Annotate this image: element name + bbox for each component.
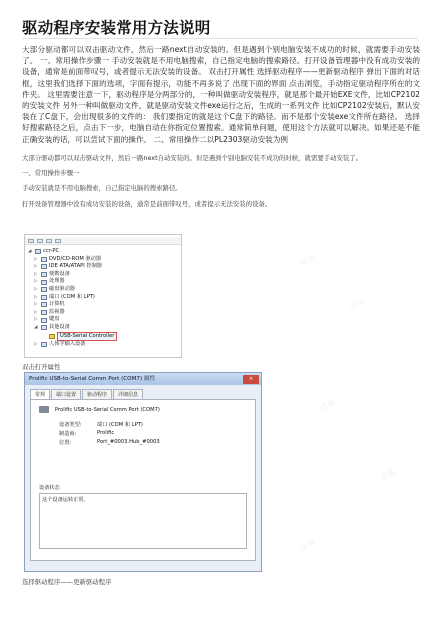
tree-item[interactable]	[28, 332, 178, 342]
tree-item-label: IDE ATA/ATAPI 控制器	[49, 263, 102, 270]
device-category-icon	[41, 318, 47, 323]
watermark: 试读	[299, 252, 317, 268]
expand-arrow-icon: ▷	[34, 302, 38, 308]
device-category-icon	[41, 310, 47, 315]
type-label: 设备类型:	[59, 422, 82, 428]
location-label: 位置:	[59, 440, 72, 446]
tree-item[interactable]	[28, 301, 178, 309]
tree-item-label: 便携设备	[49, 270, 70, 277]
status-label: 设备状态	[39, 485, 60, 491]
dialog-tabs	[25, 385, 261, 399]
tree-item[interactable]	[28, 286, 178, 294]
watermark: 试读	[379, 467, 397, 483]
expand-arrow-icon: ▷	[34, 317, 38, 323]
caption-properties: 双击打开属性	[22, 363, 61, 371]
device-category-icon	[41, 325, 47, 330]
device-category-icon	[41, 302, 47, 307]
warning-device-icon	[49, 334, 55, 339]
location-value: Port_#0003.Hub_#0003	[97, 439, 160, 445]
watermark: 试读	[349, 297, 367, 313]
tree-item-label: 键盘	[49, 316, 60, 323]
device-category-icon	[41, 272, 47, 277]
title-divider	[22, 38, 418, 39]
expand-arrow-icon: ▷	[34, 279, 38, 285]
dialog-body	[30, 399, 256, 561]
tree-item[interactable]	[28, 278, 178, 286]
tree-item-label: 其他设备	[49, 323, 70, 330]
expand-arrow-icon: ▷	[34, 294, 38, 300]
dialog-tab[interactable]: 常规	[30, 389, 50, 399]
device-status-group	[39, 484, 247, 549]
close-button[interactable]: ×	[243, 375, 259, 384]
device-category-icon	[41, 287, 47, 292]
paragraph-intro: 大部分驱动都可以双击驱动文件，然后一路next自动安装的。但是遇到个别电脑安装不成功的时候，就需要手动安装了。	[22, 154, 363, 162]
expand-arrow-icon: ▷	[34, 264, 38, 270]
lead-paragraph: 大部分驱动都可以双击驱动文件，然后一路next自动安装的。但是遇到个别电脑安装不成功的时候，就需要手动安装了。 一、常用操作步骤一 手动安装就是不用电脑搜索，自己指定电脑的搜索路径。打开设备管理器中没有成功安装的设备，通常是前面带叹号，或者提示无法安装的设备。 双击打开属性 选择驱动程序——更新驱动程序 弹出下面的对话框，这里我们选择下面的选项，字面有提示，功能不再多说了 出现下面的界面 点击浏览，手动指定驱动程序所在的文件夹。 这里需要注意一下，驱动程序是分两部分的，一种叫做驱动安装程序，就是那个最开始EXE文件，比如CP2102的安装文件 另外一种叫做驱动文件，就是驱动安装文件exe运行之后，生成的一系列文件 比如CP2102安装后，默认安装在了C盘下，会出现很多的文件的： 我们要指定的就是这个C盘下的路径。而不是那个安装exe文件所在路径。 选择好搜索路径之后，点击下一步，电脑自动在你指定位置搜索。通常简单问题，使用这个方法就可以解决。如果还是不能正确安装的话，可以尝试下面的操作。 二、常用操作二以PL2303驱动安装为例	[22, 45, 420, 144]
tree-item[interactable]	[28, 263, 178, 271]
dialog-tab[interactable]: 驱动程序	[82, 389, 112, 399]
tree-item-label: 磁盘驱动器	[49, 285, 75, 292]
device-tree	[28, 256, 178, 349]
tree-item-label: 计算机	[49, 301, 65, 308]
dialog-title: Prolific USB-to-Serial Comm Port (COM7) 属性	[29, 376, 156, 382]
device-manager-toolbar	[25, 237, 181, 245]
tree-item[interactable]	[28, 316, 178, 324]
section-heading: 一、常用操作步骤一	[22, 169, 80, 177]
device-category-icon	[41, 257, 47, 262]
tree-item-label: USB-Serial Controller	[57, 332, 117, 342]
paragraph-manual: 手动安装就是不用电脑搜索，自己指定电脑的搜索路径。	[22, 184, 182, 192]
caption-update-driver: 选择驱动程序——更新驱动程序	[22, 578, 112, 586]
expand-arrow-icon: ▷	[34, 309, 38, 315]
tree-item[interactable]	[28, 341, 178, 349]
watermark: 试读	[319, 397, 337, 413]
dialog-titlebar	[25, 373, 261, 385]
paragraph-open-device: 打开设备管理器中没有成功安装的设备，通常是前面带叹号，或者提示无法安装的设备。	[22, 200, 272, 208]
tree-item-label: 端口 (COM 和 LPT)	[49, 293, 95, 300]
expand-arrow-icon: ▷	[34, 342, 38, 348]
expand-arrow-icon: ▷	[34, 271, 38, 277]
page-title: 驱动程序安装常用方法说明	[22, 19, 211, 37]
dialog-tab[interactable]: 详细信息	[113, 389, 143, 399]
port-device-icon	[39, 406, 49, 413]
tree-item-label: 处理器	[49, 278, 65, 285]
expand-arrow-icon: ▷	[34, 256, 38, 262]
device-category-icon	[41, 342, 47, 347]
dialog-tab[interactable]: 端口设置	[51, 389, 81, 399]
manufacturer-label: 制造商:	[59, 431, 77, 437]
status-textbox[interactable]: 这个设备运转正常。	[39, 493, 247, 549]
device-category-icon	[41, 295, 47, 300]
tree-item[interactable]	[28, 324, 178, 332]
type-value: 端口 (COM 和 LPT)	[97, 422, 143, 428]
tree-root[interactable]: ◢ ccr-PC	[28, 248, 60, 254]
device-category-icon	[41, 264, 47, 269]
expand-arrow-icon: ▷	[34, 286, 38, 292]
computer-icon	[35, 249, 41, 254]
tree-item-label: 监视器	[49, 308, 65, 315]
watermark: 试读	[299, 537, 317, 553]
device-category-icon	[41, 280, 47, 285]
tree-item-label: DVD/CD-ROM 驱动器	[49, 255, 102, 262]
manufacturer-value: Prolific	[97, 430, 115, 436]
device-properties	[59, 421, 247, 446]
device-name: Prolific USB-to-Serial Comm Port (COM7)	[55, 406, 160, 413]
device-manager-screenshot	[24, 234, 182, 358]
tree-item-label: 人体学输入设备	[49, 341, 86, 348]
device-header	[39, 406, 247, 413]
properties-dialog	[24, 372, 262, 572]
expand-arrow-icon: ◢	[34, 324, 38, 330]
